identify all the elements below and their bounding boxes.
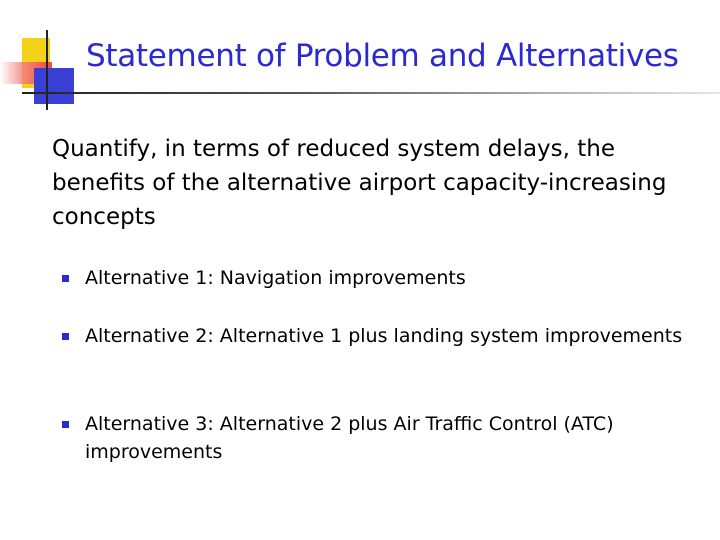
bullet-text: Alternative 1: Navigation improvements	[85, 267, 466, 289]
lead-text: Quantify, in terms of reduced system delays, the benefits of the alternative airport capacity-increasing concepts	[52, 136, 667, 230]
square-bullet-icon	[62, 333, 69, 340]
bullet-text: Alternative 2: Alternative 1 plus landing system improvements	[85, 325, 683, 347]
decor-vertical-line	[46, 30, 48, 110]
title-underline	[22, 92, 720, 94]
bullet-item	[62, 264, 692, 292]
square-bullet-icon	[62, 275, 69, 282]
bullet-item	[62, 410, 692, 466]
bullet-item	[62, 322, 692, 350]
slide-title: Statement of Problem and Alternatives	[86, 38, 679, 74]
square-bullet-icon	[62, 421, 69, 428]
decor-blue-square	[34, 68, 74, 104]
bullet-text: Alternative 3: Alternative 2 plus Air Traffic Control (ATC) improvements	[85, 413, 614, 463]
